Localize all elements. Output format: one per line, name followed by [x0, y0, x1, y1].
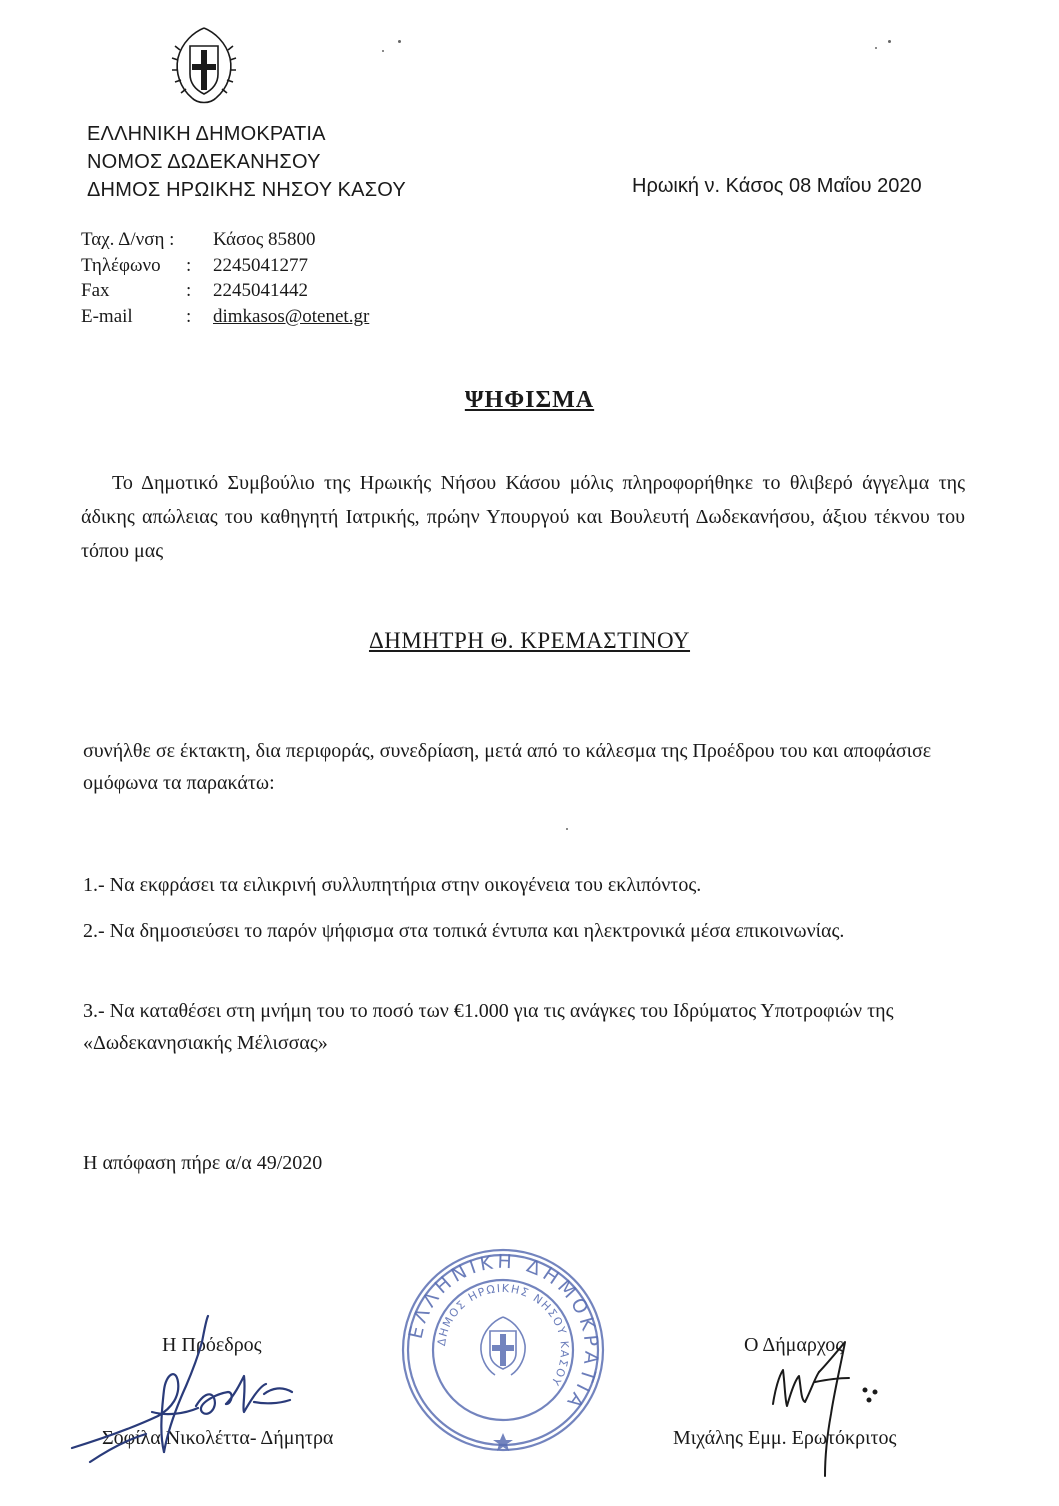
president-signature — [68, 1312, 303, 1464]
resolution-item: 2.- Να δημοσιεύσει το παρόν ψήφισμα στα τοπικά έντυπα και ηλεκτρονικά μέσα επικοινωνίας. — [83, 920, 845, 942]
header-country: ΕΛΛΗΝΙΚΗ ΔΗΜΟΚΡΑΤΙΑ — [87, 123, 326, 145]
decision-paragraph: συνήλθε σε έκτακτη, δια περιφοράς, συνεδρίαση, μετά από το κάλεσμα της Προέδρου του και αποφάσισε ομόφωνα τα παρακάτω: — [83, 740, 932, 794]
svg-text:ΔΗΜΟΣ ΗΡΩΙΚΗΣ ΝΗΣΟΥ ΚΑΣΟΥ: ΔΗΜΟΣ ΗΡΩΙΚΗΣ ΝΗΣΟΥ ΚΑΣΟΥ — [435, 1281, 572, 1389]
contact-address-value: Κάσος 85800 — [213, 229, 316, 250]
header-prefecture: ΝΟΜΟΣ ΔΩΔΕΚΑΝΗΣΟΥ — [87, 151, 321, 173]
decision-reference: Η απόφαση πήρε α/α 49/2020 — [83, 1152, 323, 1174]
president-name: Σοφίλα Νικολέττα- Δήμητρα — [102, 1427, 334, 1449]
resolution-item: 1.- Να εκφράσει τα ειλικρινή συλλυπητήρια στην οικογένεια του εκλιπόντος. — [83, 874, 702, 896]
scan-speck — [566, 828, 568, 830]
mayor-name: Μιχάλης Εμμ. Ερωτόκριτος — [673, 1427, 897, 1449]
resolution-item: 3.- Να καταθέσει στη μνήμη του το ποσό των €1.000 για τις ανάγκες του Ιδρύματος Υποτροφιών της «Δωδεκανησιακής Μέλισσας» — [83, 1000, 894, 1054]
svg-text:ΕΛΛΗΝΙΚΗ ΔΗΜΟΚΡΑΤΙΑ: ΕΛΛΗΝΙΚΗ ΔΗΜΟΚΡΑΤΙΑ — [404, 1250, 603, 1415]
contact-phone-value: 2245041277 — [213, 255, 308, 276]
contact-fax-value: 2245041442 — [213, 280, 308, 301]
intro-paragraph: Το Δημοτικό Συμβούλιο της Ηρωικής Νήσου Κάσου μόλις πληροφορήθηκε το θλιβερό άγγελμα της άδικης απώλειας του καθηγητή Ιατρικής, πρώην Υπουργού και Βουλευτή Δωδεκανήσου, άξιου τέκνου του τόπου μας — [81, 472, 965, 562]
contact-email-link[interactable]: dimkasos@otenet.gr — [213, 306, 370, 327]
mayor-signature — [765, 1332, 890, 1480]
honoree-name: ΔΗΜΗΤΡΗ Θ. ΚΡΕΜΑΣΤΙΝΟΥ — [368, 628, 691, 653]
mayor-role: Ο Δήμαρχος — [744, 1334, 844, 1356]
contact-phone-colon: : — [186, 255, 192, 276]
president-role: Η Πρόεδρος — [162, 1334, 262, 1356]
coat-of-arms-emblem — [166, 22, 242, 110]
contact-fax-colon: : — [186, 280, 192, 301]
contact-email-label: E-mail — [81, 306, 133, 327]
header-municipality: ΔΗΜΟΣ ΗΡΩΙΚΗΣ ΝΗΣΟΥ ΚΑΣΟΥ — [87, 179, 406, 201]
scan-speck — [382, 50, 384, 52]
scan-speck — [875, 47, 877, 49]
document-title: ΨΗΦΙΣΜΑ — [464, 387, 595, 413]
contact-email-colon: : — [186, 306, 192, 327]
scan-speck — [888, 40, 891, 43]
document-date: Ηρωική ν. Κάσος 08 Μαΐου 2020 — [632, 175, 922, 197]
contact-phone-label: Τηλέφωνο — [81, 255, 161, 276]
contact-fax-label: Fax — [81, 280, 110, 301]
official-stamp — [398, 1245, 608, 1455]
contact-address-label: Ταχ. Δ/νση : — [81, 229, 175, 250]
scan-speck — [398, 40, 401, 43]
